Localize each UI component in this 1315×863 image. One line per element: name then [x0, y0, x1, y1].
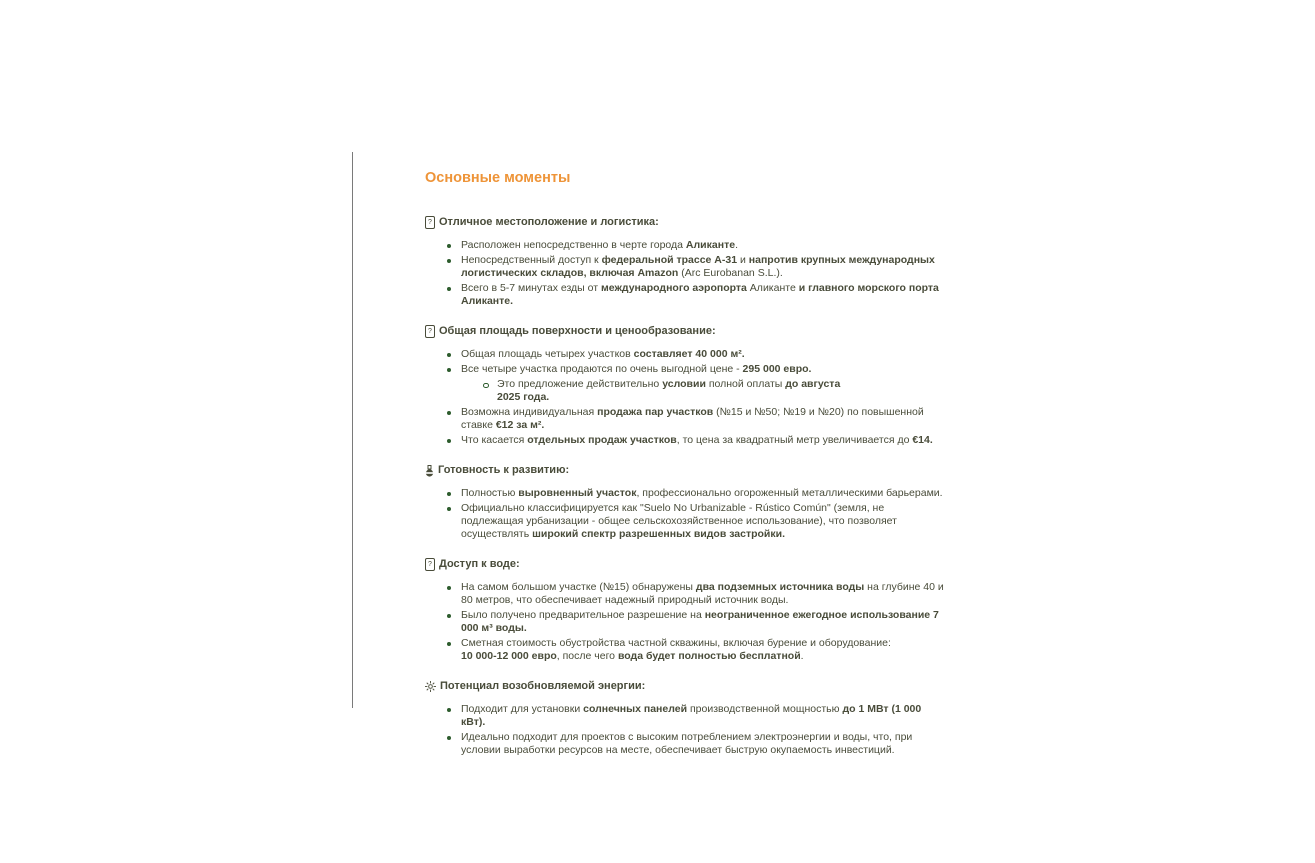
list-item: [425, 254, 945, 280]
bullet-list: [425, 239, 945, 308]
page-title: Основные моменты: [425, 170, 571, 186]
list-item: [425, 581, 945, 607]
list-item: [425, 378, 945, 404]
bullet-marker: [447, 708, 451, 712]
bullet-marker: [447, 439, 451, 443]
list-item-text: Идеально подходит для проектов с высоким потреблением электроэнергии и воды, что, при условии выработки ресурсов на месте, обеспечивает быструю окупаемость инвестиций.: [461, 731, 913, 756]
section-heading: [425, 325, 945, 338]
content-section: [425, 464, 945, 541]
bullet-marker: [447, 614, 451, 618]
section-heading-text: Потенциал возобновляемой энергии:: [440, 680, 646, 692]
missing-character-icon: ?: [425, 325, 435, 338]
list-item-text: Возможна индивидуальная продажа пар участков (№15 и №50; №19 и №20) по повышенной ставке €12 за м².: [461, 406, 924, 431]
list-item-text: На самом большом участке (№15) обнаружены два подземных источника воды на глубине 40 и 80 метров, что обеспечивает надежный природный источник воды.: [461, 581, 944, 606]
content-section: [425, 558, 945, 663]
bullet-marker: [447, 492, 451, 496]
content-section: [425, 680, 945, 757]
section-heading-text: Готовность к развитию:: [438, 464, 570, 476]
bullet-marker: [447, 353, 451, 357]
left-margin-rule: [352, 152, 353, 708]
list-item-text: Было получено предварительное разрешение на неограниченное ежегодное использование 7 000 м³ воды.: [461, 609, 939, 634]
section-heading: [425, 558, 945, 571]
list-item: [425, 487, 945, 500]
sun-icon: [425, 681, 436, 692]
list-item-text: Все четыре участка продаются по очень выгодной цене - 295 000 евро.: [461, 363, 812, 375]
list-item: [425, 731, 945, 757]
section-heading: [425, 464, 945, 477]
bullet-list: [425, 703, 945, 757]
list-item-text: Официально классифицируется как "Suelo No Urbanizable - Rústico Común" (земля, не подлежащая урбанизации - общее сельскохозяйственное использование), что позволяет осуществлять широкий спектр разрешенных видов застройки.: [461, 502, 897, 540]
bullet-list: [425, 487, 945, 541]
list-item: [425, 609, 945, 635]
bullet-marker: [447, 586, 451, 590]
bullet-marker: [447, 411, 451, 415]
sub-bullet-marker: [483, 383, 489, 389]
list-item: [425, 703, 945, 729]
list-item-text: Непосредственный доступ к федеральной трассе А-31 и напротив крупных международных логистических складов, включая Amazon (Arc Eurobanan S.L.).: [461, 254, 935, 279]
sections-container: [425, 216, 945, 757]
list-item: [425, 239, 945, 252]
missing-character-icon: ?: [425, 558, 435, 571]
list-item-text: Всего в 5-7 минутах езды от международного аэропорта Аликанте и главного морского порта Аликанте.: [461, 282, 939, 307]
lock-icon: [425, 465, 434, 477]
section-heading-text: Общая площадь поверхности и ценообразование:: [439, 325, 716, 337]
bullet-marker: [447, 507, 451, 511]
bullet-list: [425, 348, 945, 447]
bullet-list: [425, 581, 945, 663]
section-heading-text: Доступ к воде:: [439, 558, 520, 570]
list-item-text: Это предложение действительно условии полной оплаты до августа 2025 года.: [497, 378, 841, 403]
bullet-marker: [447, 287, 451, 291]
content-section: [425, 216, 945, 308]
list-item-text: Что касается отдельных продаж участков, то цена за квадратный метр увеличивается до €14.: [461, 434, 933, 446]
bullet-marker: [447, 259, 451, 263]
bullet-marker: [447, 244, 451, 248]
list-item-text: Расположен непосредственно в черте города Аликанте.: [461, 239, 738, 251]
section-heading: [425, 680, 945, 693]
list-item: [425, 434, 945, 447]
list-item: [425, 502, 945, 541]
list-item: [425, 363, 945, 376]
list-item: [425, 348, 945, 361]
list-item-text: Полностью выровненный участок, профессионально огороженный металлическими барьерами.: [461, 487, 943, 499]
list-item-text: Подходит для установки солнечных панелей производственной мощностью до 1 МВт (1 000 кВт).: [461, 703, 922, 728]
list-item: [425, 406, 945, 432]
list-item-text: Сметная стоимость обустройства частной скважины, включая бурение и оборудование: 10 000-12 000 евро, после чего вода будет полностью бесплатной.: [461, 637, 891, 662]
list-item: [425, 282, 945, 308]
missing-character-icon: ?: [425, 216, 435, 229]
bullet-marker: [447, 368, 451, 372]
section-heading: [425, 216, 945, 229]
list-item-text: Общая площадь четырех участков составляет 40 000 м².: [461, 348, 745, 360]
bullet-marker: [447, 736, 451, 740]
section-heading-text: Отличное местоположение и логистика:: [439, 216, 659, 228]
list-item: [425, 637, 945, 663]
content-section: [425, 325, 945, 447]
document-content: [425, 170, 945, 774]
bullet-marker: [447, 642, 451, 646]
